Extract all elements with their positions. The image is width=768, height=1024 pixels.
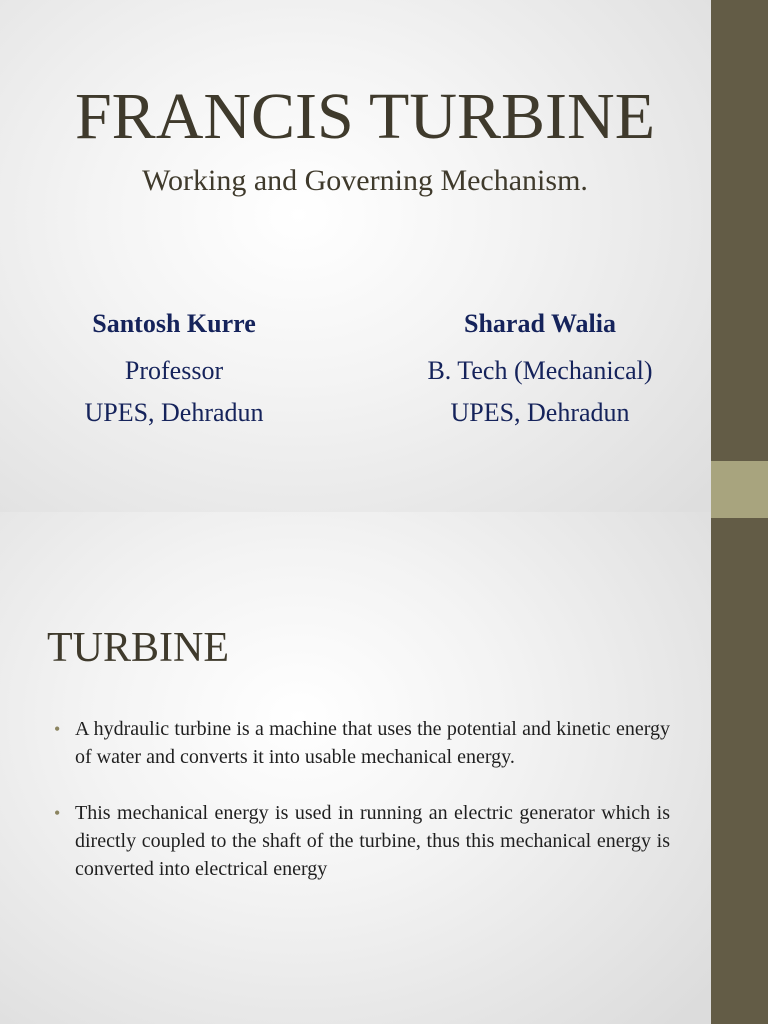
bullet-icon: • [54, 803, 61, 823]
author-1-name: Santosh Kurre [92, 309, 256, 338]
author-1 [44, 308, 304, 434]
section-title: TURBINE [47, 625, 229, 671]
bullet-text: This mechanical energy is used in running an electric generator which is directly coupled to the shaft of the turbine, thus this mechanical energy is converted into electrical energy [75, 802, 670, 880]
bullet-item [50, 715, 670, 771]
presentation-title: FRANCIS TURBINE [74, 80, 656, 153]
bullet-item [50, 799, 670, 883]
slide-title [0, 0, 711, 512]
slide-turbine [0, 512, 711, 1024]
author-2-role: B. Tech (Mechanical) [427, 356, 653, 385]
author-2 [380, 308, 700, 434]
bullet-icon: • [54, 719, 61, 739]
presentation-subtitle: Working and Governing Mechanism. [142, 164, 588, 197]
bullet-text: A hydraulic turbine is a machine that uses the potential and kinetic energy of water and converts it into usable mechanical energy. [75, 718, 670, 768]
bullet-list [50, 715, 670, 911]
author-1-affiliation: UPES, Dehradun [84, 398, 264, 427]
side-decoration-accent [711, 461, 768, 518]
author-2-name: Sharad Walia [464, 309, 616, 338]
author-1-role: Professor [124, 356, 224, 385]
author-2-affiliation: UPES, Dehradun [450, 398, 630, 427]
